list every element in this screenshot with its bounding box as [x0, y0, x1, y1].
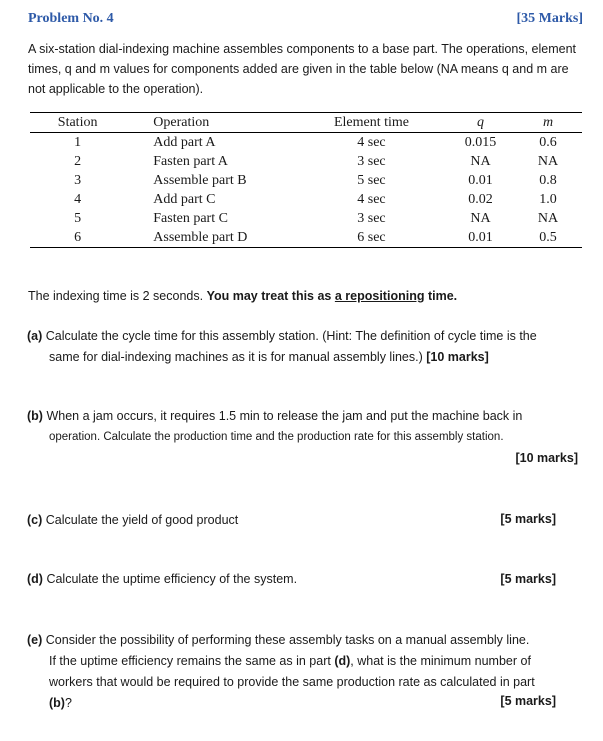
question-e-line2-pre: If the uptime efficiency remains the same as in part — [49, 654, 335, 668]
question-d — [27, 569, 582, 590]
table-header-row — [30, 113, 582, 133]
question-d-label: (d) — [27, 572, 43, 586]
question-e-label: (e) — [27, 633, 43, 647]
cell-station: 4 — [74, 192, 82, 207]
cell-m: 0.8 — [539, 173, 557, 188]
cell-station: 3 — [74, 173, 82, 188]
question-e — [27, 630, 582, 714]
question-e-line2-post: , what is the minimum number of — [350, 654, 531, 668]
cell-element-time: 6 sec — [357, 230, 386, 245]
table-row — [30, 228, 582, 248]
cell-q: 0.01 — [468, 230, 493, 245]
cell-operation: Fasten part A — [153, 154, 228, 169]
indexing-text: The indexing time is 2 seconds. — [28, 289, 207, 303]
cell-q: NA — [470, 211, 491, 226]
question-d-text: Calculate the uptime efficiency of the system. — [46, 572, 298, 586]
question-e-line2-bold: (d) — [334, 654, 351, 668]
table-row — [30, 133, 582, 153]
header-operation: Operation — [153, 115, 210, 130]
question-e-line4-post: ? — [64, 696, 72, 710]
cell-element-time: 3 sec — [357, 211, 386, 226]
question-a-line1: Calculate the cycle time for this assembly station. (Hint: The definition of cycle time is the — [45, 329, 537, 343]
question-b-label: (b) — [27, 409, 43, 423]
cell-operation: Add part C — [153, 192, 216, 207]
question-e-line4-bold: (b) — [49, 696, 65, 710]
cell-q: 0.02 — [468, 192, 493, 207]
cell-station: 6 — [74, 230, 82, 245]
table-row — [30, 171, 582, 190]
question-a-line2: same for dial-indexing machines as it is for manual assembly lines.) — [49, 350, 427, 364]
cell-m: NA — [537, 154, 559, 169]
cell-element-time: 3 sec — [357, 154, 386, 169]
cell-m: 0.6 — [539, 135, 557, 150]
cell-q: NA — [470, 154, 491, 169]
total-marks: [35 Marks] — [516, 11, 583, 26]
indexing-underlined: a repositioning — [334, 289, 425, 303]
question-e-marks: [5 marks] — [500, 694, 556, 708]
cell-element-time: 5 sec — [357, 173, 386, 188]
question-b-marks: [10 marks] — [515, 451, 578, 465]
problem-title: Problem No. 4 — [28, 11, 114, 26]
cell-m: 1.0 — [539, 192, 557, 207]
cell-operation: Fasten part C — [153, 211, 228, 226]
cell-station: 1 — [74, 135, 82, 150]
table-row — [30, 209, 582, 228]
cell-operation: Assemble part D — [153, 230, 248, 245]
header-q: q — [477, 115, 485, 130]
header-m: m — [542, 115, 554, 130]
table-row — [30, 190, 582, 209]
cell-station: 2 — [74, 154, 82, 169]
question-c — [27, 510, 582, 531]
question-c-text: Calculate the yield of good product — [45, 513, 239, 527]
question-c-marks: [5 marks] — [500, 512, 556, 526]
question-a — [27, 326, 582, 368]
question-b-line1: When a jam occurs, it requires 1.5 min to release the jam and put the machine back in — [46, 409, 523, 423]
cell-station: 5 — [74, 211, 82, 226]
indexing-statement — [28, 286, 457, 306]
cell-operation: Add part A — [153, 135, 216, 150]
question-e-line1: Consider the possibility of performing these assembly tasks on a manual assembly line. — [45, 633, 530, 647]
cell-m: 0.5 — [539, 230, 557, 245]
question-e-line3: workers that would be required to provide the same production rate as calculated in part — [49, 675, 535, 689]
cell-operation: Assemble part B — [153, 173, 247, 188]
table-row — [30, 152, 582, 171]
question-a-label: (a) — [27, 329, 43, 343]
question-a-marks: [10 marks] — [426, 350, 489, 364]
indexing-tail: time. — [424, 289, 458, 303]
question-c-label: (c) — [27, 513, 43, 527]
indexing-bold-text: You may treat this as — [206, 289, 335, 303]
operations-table — [30, 112, 582, 248]
operations-table-wrapper — [30, 112, 582, 248]
header-element-time: Element time — [333, 115, 409, 130]
cell-element-time: 4 sec — [357, 192, 386, 207]
header-station: Station — [57, 115, 98, 130]
question-b-line2: operation. Calculate the production time and the production rate for this assembly station. — [49, 431, 504, 443]
question-b — [27, 406, 582, 448]
cell-q: 0.015 — [464, 135, 497, 150]
cell-m: NA — [537, 211, 559, 226]
question-d-marks: [5 marks] — [500, 572, 556, 586]
cell-element-time: 4 sec — [357, 135, 386, 150]
cell-q: 0.01 — [468, 173, 493, 188]
problem-intro: A six-station dial-indexing machine assembles components to a base part. The operations, element times, q and m values for components added are given in the table below (NA means q and m are not applicable to the operation). — [28, 42, 576, 96]
